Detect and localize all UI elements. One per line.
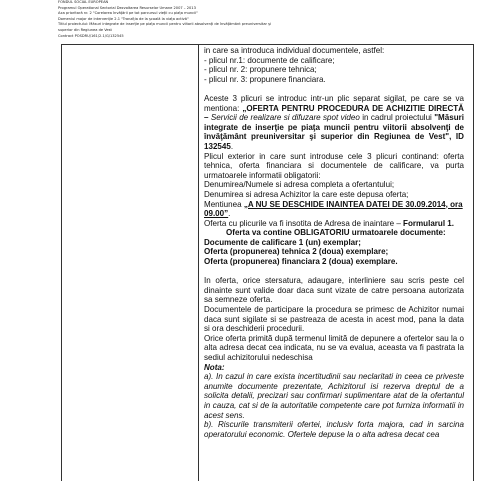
mentiune-dot: . (228, 209, 231, 219)
p2-cadrul: in cadrul proiectului (359, 113, 435, 123)
nota-a: a). In cazul in care exista incertitudinii sau neclaritati in ceea ce priveste anumite documente prezentate, Achizitorul isi rezerva dreptul de a solicita detalii, precizari sau confirmari suplimentare atat de la ofertantul in cauza, cat si de la autoritatile competente care pot furniza informatii in acest sens. (204, 372, 464, 420)
nota-b: b). Riscurile transmiterii ofertei, inclusiv forta majora, cad in sarcina operatorului economic. Ofertele depuse la o alta adresa decat cea (204, 420, 464, 439)
header-line: Axa prioritară nr. 2 "Corelarea învăţării pe tot parcursul vieţii cu piaţa muncii" (58, 11, 198, 16)
paragraph-sigilate: Documentele de participare la procedura se primesc de Achizitor numai daca sunt sigilate si se pastreaza de acesta in acest mod, pana la data si ora deschiderii procedurii. (204, 305, 464, 334)
plic-2: - plicul nr. 2: propunere tehnica; (204, 65, 317, 75)
formular-text: Oferta cu plicurile va fi insotita de Adresa de inaintare – (204, 218, 404, 228)
plic-1: - plicul nr.1: documente de calificare; (204, 55, 335, 65)
p2-dot: . (230, 141, 234, 151)
denumire-ofertant: Denumirea/Numele si adresa completa a ofertantului; (204, 180, 395, 190)
intro-text: in care sa introduca individual documentele, astfel: (204, 46, 385, 55)
mentiune-line (204, 200, 464, 219)
header-line: Programul Operational Sectorial Dezvoltarea Resurselor Umane 2007 – 2013 (58, 5, 196, 10)
obligatoriu-line: Oferta va contine OBLIGATORIU urmatoarele documente: (226, 228, 446, 238)
paragraph-termen: Orice oferta primită după termenul limită de depunere a ofertelor sau la o alta adresa decat cea indicata, nu se va evalua, aceasta va fi pastrata la sediul achizitorului nedeschisa (204, 333, 464, 362)
header-line: Titlul proiectului: Măsuri integrate de inserţie pe piaţa muncii pentru viitorii absolvenţi de învăţământ preuniversitar şi (58, 22, 272, 27)
p2-oferta: „OFERTA PENTRU PROCEDURA DE ACHIZITIE DIRECTĂ – (204, 103, 464, 123)
denumire-achizitor: Denumirea si adresa Achizitor la care este depusa oferta; (204, 189, 409, 199)
formular-line (204, 219, 464, 229)
oferta-tehnica: Oferta (propunerea) tehnica 2 (doua) exemplare; (204, 247, 389, 257)
mentiune-date: „A NU SE DESCHIDE INAINTEA DATEI DE 30.09.2014, ora 09.00” (204, 199, 463, 219)
formular-label: Formularul 1. (403, 218, 455, 228)
oferta-financiara: Oferta (propunerea) financiara 2 (doua) exemplare. (204, 257, 398, 267)
mentiune-label: Mentiunea (204, 199, 244, 209)
header-line: FONDUL SOCIAL EUROPEAN (58, 0, 109, 4)
column-divider (198, 45, 199, 481)
p2-servicii: Servicii de realizare si difuzare spot video (210, 113, 360, 123)
p2-text: Aceste 3 plicuri se introduc intr-un plic separat sigilat, pe care se va mentiona: (204, 93, 464, 113)
content-cell (204, 46, 464, 439)
header-line: superior din Regiunea de Vest (58, 27, 112, 32)
header-line: Contract POSDRU/161/2.1/G/132545 (58, 33, 124, 38)
document-calificare: Documente de calificare 1 (un) exemplar; (204, 237, 361, 247)
header-line: Domeniul major de intervenţie 2.1 "Tranziţia de la şcoală la viaţa activă" (58, 16, 189, 21)
paragraph-stersatura: In oferta, orice stersatura, adaugare, interliniere sau scris peste cel dinainte sunt valide doar daca sunt vizate de catre persoana autorizata sa semneze oferta. (204, 276, 464, 305)
document-table (61, 44, 474, 481)
paragraph-mentiune (204, 94, 464, 152)
paragraph-plic-exterior: Plicul exterior in care sunt introduse cele 3 plicuri continand: oferta tehnica, oferta financiara si documentele de calificare, va purta urmatoarele informatii obligatorii: (204, 151, 464, 180)
p2-id: , ID 132545 (204, 132, 464, 151)
nota-heading: Nota: (204, 362, 225, 372)
document-header (58, 0, 468, 39)
p2-proiect: "Măsuri integrate de inserţie pe piaţa muncii pentru viitorii absolvenţi de învăţământ preuniversitar şi superior din Regiunea de Vest" (204, 113, 464, 142)
plic-3: - plicul nr. 3: propunere financiara. (204, 74, 326, 84)
